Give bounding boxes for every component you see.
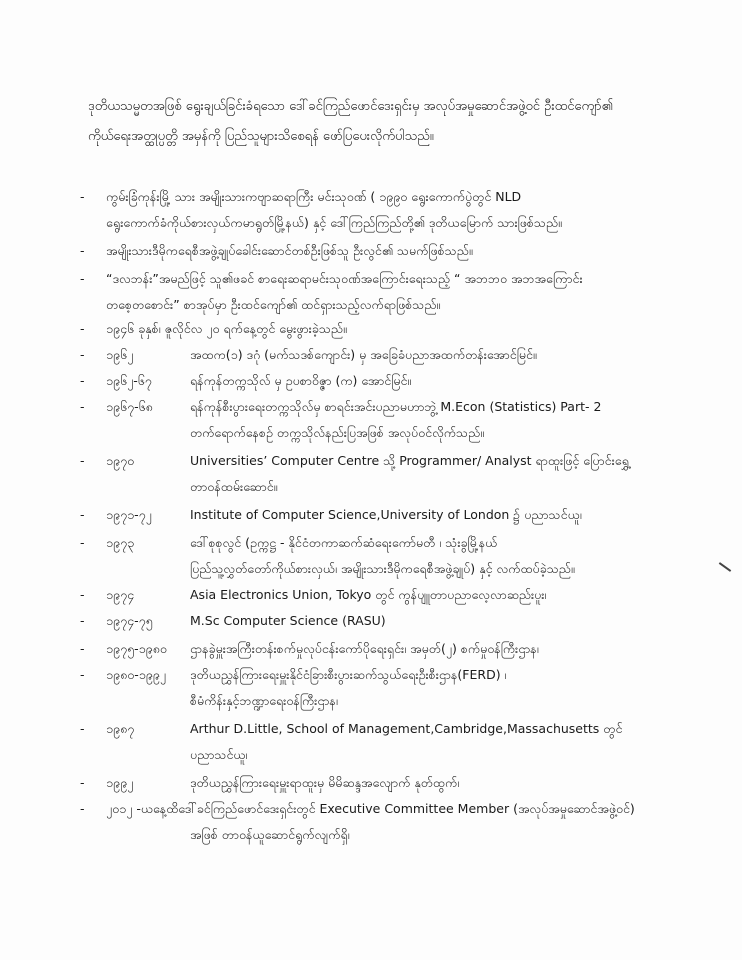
- timeline-year: ၁၉၆၂-၆၇: [106, 373, 152, 388]
- list-item-line: ကွမ်းခြံကုန်းမြို့ သား အမျိုးသားကဗျာဆရာကြီး မင်းသုဝဏ် ( ၁၉၉၀ ရွေးကောက်ပွဲတွင် NLD: [106, 189, 522, 204]
- timeline-desc: ရန်ကုန်စီးပွားရေးတက္ကသိုလ်မှ စာရင်းအင်းပညာမဟာဘွဲ့ M.Econ (Statistics) Part- 2: [190, 399, 602, 414]
- timeline-year: ၁၉၇၁-၇၂: [106, 507, 152, 522]
- list-item-line: တစေ့တစောင်း” စာအုပ်မှာ ဦးထင်ကျော်၏ ထင်ရှားသည့်လက်ရာဖြစ်သည်။: [106, 297, 441, 312]
- timeline-desc: M.Sc Computer Science (RASU): [190, 613, 386, 628]
- list-dash: -: [80, 189, 85, 204]
- timeline-desc: Institute of Computer Science,University of London ၌ ပညာသင်ယူ၊: [190, 507, 582, 522]
- intro-paragraph: [88, 92, 688, 152]
- timeline-year: ၁၉၇၃: [106, 535, 135, 550]
- document-page: ဒုတိယသမ္မတအဖြစ် ရွေးချယ်ခြင်းခံရသော ဒေါ်ခင်ကြည်ဖောင်ဒေးရှင်းမှ အလုပ်အမှုဆောင်အဖွဲ့ဝင် ဦးထင်ကျော်၏ ကိုယ်ရေးအတ္ထုပ္ပတ္တိ အမှန်ကို ပြည်သူများသိစေရန် ဖော်ပြပေးလိုက်ပါသည်။ - ကွမ်းခြံကုန်းမြို့ သား အမျိုးသားကဗျာဆရာကြီး မင်းသုဝဏ် ( ၁၉၉၀ ရွေးကောက်ပွဲတွင် NLD ရွေးကောက်ခံကိုယ်စားလှယ်ကမာရွတ်မြို့နယ်) နှင့် ဒေါ်ကြည်ကြည်တို့၏ ဒုတိယမြောက် သားဖြစ်သည်။ - အမျိုးသားဒီမိုကရေစီအဖွဲ့ချုပ်ခေါင်းဆောင်တစ်ဦးဖြစ်သူ ဦးလွင်၏ သမက်ဖြစ်သည်။ - “ဒလဘန်း”အမည်ဖြင့် သူ၏ဖခင် စာရေးဆရာမင်းသုဝဏ်အကြောင်းရေးသည့် “ အဘဘဝ အဘအကြောင်း တစေ့တစောင်း” စာအုပ်မှာ ဦးထင်ကျော်၏ ထင်ရှားသည့်လက်ရာဖြစ်သည်။ - ၁၉၄၆ ခုနှစ်၊ ဇူလိုင်လ ၂၀ ရက်နေ့တွင် မွေးဖွားခဲ့သည်။ - ၁၉၆၂ အထက(၁) ဒဂုံ (မက်သဒစ်ကျောင်း) မှ အခြေခံပညာအထက်တန်းအောင်မြင်။ - ၁၉၆၂-၆၇ ရန်ကုန်တက္ကသိုလ် မှ ဥပစာဝိဇ္ဇာ (က) အောင်မြင်။ - ၁၉၆၇-၆၈ ရန်ကုန်စီးပွားရေးတက္ကသိုလ်မှ စာရင်းအင်းပညာမဟာဘွဲ့ M.Econ (Statistics) Part- 2 တက်ရောက်နေစဉ် တက္ကသိုလ်နည်းပြအဖြစ် အလုပ်ဝင်လိုက်သည်။ - ၁၉၇၀ Universities’ Computer Centre သို့ Programmer/ Analyst ရာထူးဖြင့် ပြောင်းရွှေ့ တာဝန်ထမ်းဆောင်။ - ၁၉၇၁-၇၂ Institute of Computer Science,University of London ၌ ပညာသင်ယူ၊ - ၁၉၇၃ ဒေါ်စုစုလွင် (ဥက္ကဋ္ဌ - နိုင်ငံတကာဆက်ဆံရေးကော်မတီ ၊ သုံးခွမြို့နယ် ပြည်သူ့လွှတ်တော်ကိုယ်စားလှယ်၊ အမျိုးသားဒီမိုကရေစီအဖွဲ့ချုပ်) နှင့် လက်ထပ်ခဲ့သည်။ - ၁၉၇၄ Asia Electronics Union, Tokyo တွင် ကွန်ပျူတာပညာလေ့လာဆည်းပူး၊ - ၁၉၇၄-၇၅ M.Sc Computer Science (RASU) - ၁၉၇၅-၁၉၈၀ ဌာနခွဲမှူးအကြီးတန်းစက်မှုလုပ်ငန်းကော်ပိုရေးရှင်း၊ အမှတ်(၂) စက်မှုဝန်ကြီးဌာန၊ - ၁၉၈၀-၁၉၉၂ ဒုတိယညွှန်ကြားရေးမှူးနိုင်ငံခြားစီးပွားဆက်သွယ်ရေးဦးစီးဌာန(FERD) ၊ စီမံကိန်းနှင့်ဘဏ္ဍာရေးဝန်ကြီးဌာန၊ - ၁၉၈၇ Arthur D.Little, School of Management,Cambridge,Massachusetts တွင် ပညာသင်ယူ၊ - ၁၉၉၂ ဒုတိယညွှန်ကြားရေးမှူးရာထူးမှ မိမိဆန္ဒအလျောက် နုတ်ထွက်၊ - ၂၀၁၂ -ယနေ့ထိဒေါ်ခင်ကြည်ဖောင်ဒေးရှင်းတွင် Executive Committee Member (အလုပ်အမှုဆောင်အဖွဲ့ဝင်) အဖြစ် တာဝန်ယူဆောင်ရွက်လျက်ရှိ၊: [0, 0, 742, 960]
- timeline-year: ၁၉၆၇-၆၈: [106, 399, 153, 414]
- timeline-year: ၁၉၇၄-၇၅: [106, 613, 153, 628]
- intro-line-2: ကိုယ်ရေးအတ္ထုပ္ပတ္တိ အမှန်ကို ပြည်သူများသိစေရန် ဖော်ပြပေးလိုက်ပါသည်။: [88, 129, 434, 144]
- timeline-year: ၁၉၇၀: [106, 453, 135, 468]
- timeline-year: ၁၉၈၇: [106, 721, 135, 736]
- list-item-line: “ဒလဘန်း”အမည်ဖြင့် သူ၏ဖခင် စာရေးဆရာမင်းသုဝဏ်အကြောင်းရေးသည့် “ အဘဘဝ အဘအကြောင်း: [106, 271, 583, 286]
- list-item-line: အမျိုးသားဒီမိုကရေစီအဖွဲ့ချုပ်ခေါင်းဆောင်တစ်ဦးဖြစ်သူ ဦးလွင်၏ သမက်ဖြစ်သည်။: [106, 243, 473, 258]
- timeline-desc: ပြည်သူ့လွှတ်တော်ကိုယ်စားလှယ်၊ အမျိုးသားဒီမိုကရေစီအဖွဲ့ချုပ်) နှင့် လက်ထပ်ခဲ့သည်။: [190, 561, 575, 576]
- timeline-desc: ပညာသင်ယူ၊: [190, 747, 248, 762]
- timeline-desc: တာဝန်ထမ်းဆောင်။: [190, 479, 278, 494]
- scan-mark: [719, 562, 732, 572]
- timeline-desc: တက်ရောက်နေစဉ် တက္ကသိုလ်နည်းပြအဖြစ် အလုပ်ဝင်လိုက်သည်။: [190, 425, 484, 440]
- timeline-desc: စီမံကိန်းနှင့်ဘဏ္ဍာရေးဝန်ကြီးဌာန၊: [190, 693, 338, 708]
- timeline-desc: ဒေါ်စုစုလွင် (ဥက္ကဋ္ဌ - နိုင်ငံတကာဆက်ဆံရေးကော်မတီ ၊ သုံးခွမြို့နယ်: [190, 535, 498, 550]
- timeline-year: ၁၉၈၀-၁၉၉၂: [106, 667, 166, 682]
- timeline-desc: ဌာနခွဲမှူးအကြီးတန်းစက်မှုလုပ်ငန်းကော်ပိုရေးရှင်း၊ အမှတ်(၂) စက်မှုဝန်ကြီးဌာန၊: [190, 641, 539, 656]
- timeline-year: ၁၉၄၆ ခုနှစ်၊ ဇူလိုင်လ ၂၀ ရက်နေ့တွင် မွေးဖွားခဲ့သည်။: [106, 321, 347, 336]
- list-dash: -: [80, 243, 85, 258]
- timeline-year: ၂၀၁၂ -ယနေ့ထိဒေါ်ခင်ကြည်ဖောင်ဒေးရှင်းတွင် Executive Committee Member (အလုပ်အမှုဆောင်အဖွဲ့ဝင်): [106, 801, 635, 816]
- intro-line-1: ဒုတိယသမ္မတအဖြစ် ရွေးချယ်ခြင်းခံရသော ဒေါ်ခင်ကြည်ဖောင်ဒေးရှင်းမှ အလုပ်အမှုဆောင်အဖွဲ့ဝင် ဦးထင်ကျော်၏: [88, 99, 614, 114]
- timeline-desc: Arthur D.Little, School of Management,Cambridge,Massachusetts တွင်: [190, 721, 623, 736]
- timeline-desc: အထက(၁) ဒဂုံ (မက်သဒစ်ကျောင်း) မှ အခြေခံပညာအထက်တန်းအောင်မြင်။: [190, 347, 537, 362]
- timeline-year: ၁၉၇၅-၁၉၈၀: [106, 641, 167, 656]
- timeline-year: ၁၉၇၄: [106, 587, 135, 602]
- timeline-year: ၁၉၆၂: [106, 347, 134, 362]
- timeline-desc: အဖြစ် တာဝန်ယူဆောင်ရွက်လျက်ရှိ၊: [190, 827, 350, 842]
- timeline-desc: ဒုတိယညွှန်ကြားရေးမှူးနိုင်ငံခြားစီးပွားဆက်သွယ်ရေးဦးစီးဌာန(FERD) ၊: [190, 667, 507, 682]
- timeline-desc: ဒုတိယညွှန်ကြားရေးမှူးရာထူးမှ မိမိဆန္ဒအလျောက် နုတ်ထွက်၊: [190, 775, 460, 790]
- timeline-year: ၁၉၉၂: [106, 775, 134, 790]
- timeline-desc: Universities’ Computer Centre သို့ Programmer/ Analyst ရာထူးဖြင့် ပြောင်းရွှေ့: [190, 453, 629, 468]
- timeline-desc: ရန်ကုန်တက္ကသိုလ် မှ ဥပစာဝိဇ္ဇာ (က) အောင်မြင်။: [190, 373, 412, 388]
- list-item-line: ရွေးကောက်ခံကိုယ်စားလှယ်ကမာရွတ်မြို့နယ်) နှင့် ဒေါ်ကြည်ကြည်တို့၏ ဒုတိယမြောက် သားဖြစ်သည်။: [106, 215, 562, 230]
- timeline-desc: Asia Electronics Union, Tokyo တွင် ကွန်ပျူတာပညာလေ့လာဆည်းပူး၊: [190, 587, 547, 602]
- list-dash: -: [80, 271, 85, 286]
